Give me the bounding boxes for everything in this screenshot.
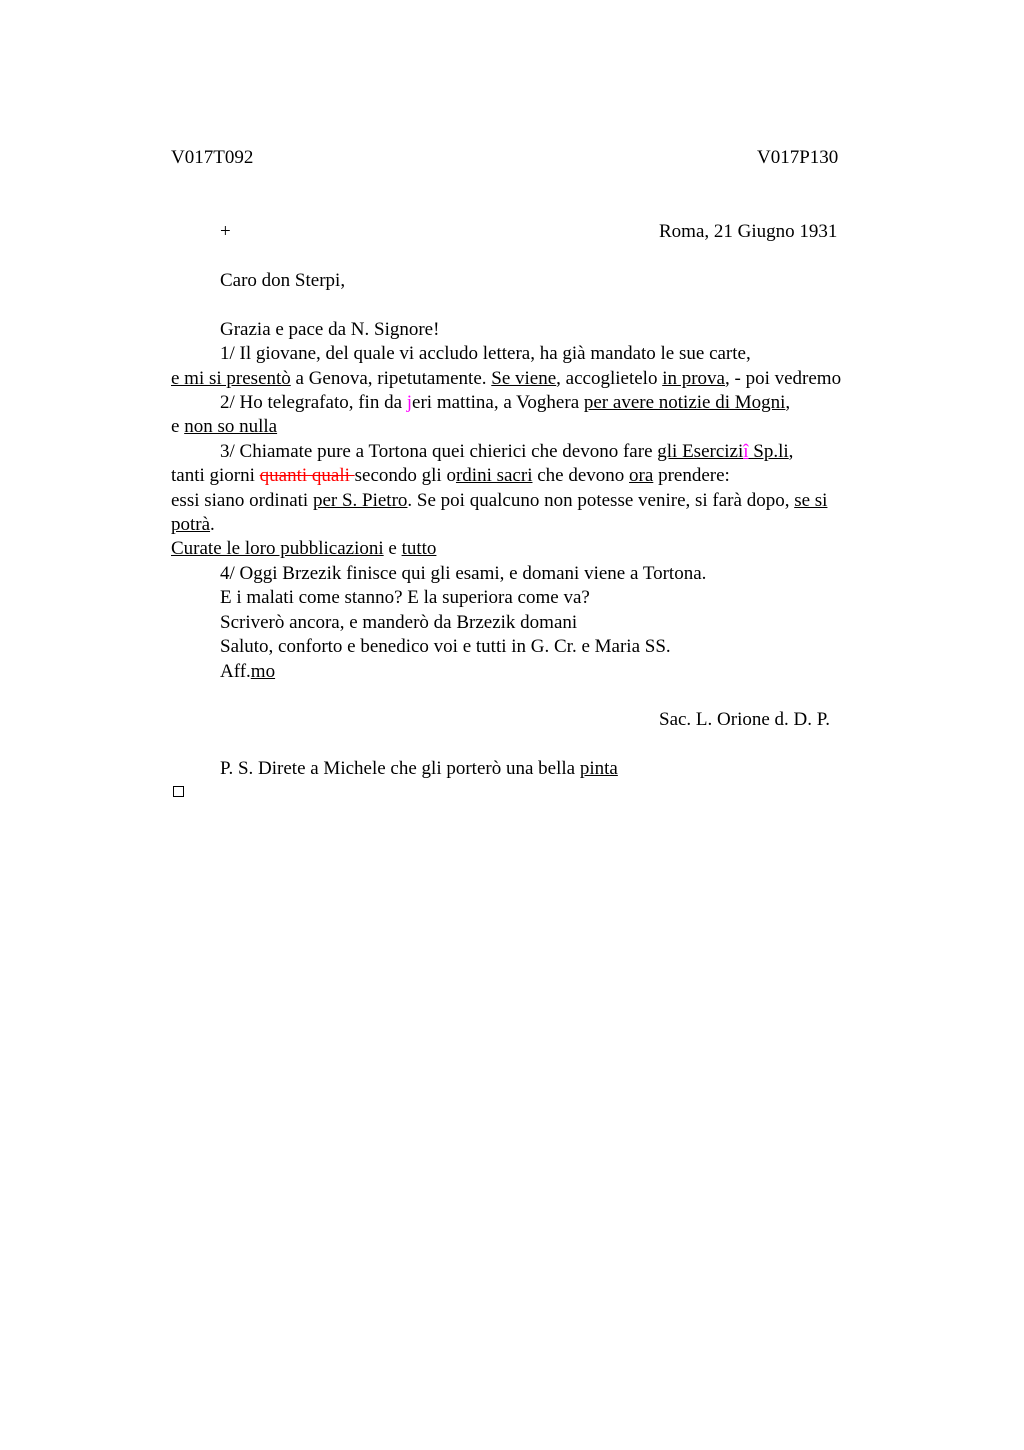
- place-date: Roma, 21 Giugno 1931: [659, 221, 838, 242]
- underlined-text: Curate le loro pubblicazioni: [171, 538, 384, 559]
- paragraph-2-line-1: [220, 391, 790, 415]
- text-segment: prendere:: [653, 465, 730, 486]
- paragraph-3-line-5: [171, 537, 436, 561]
- paragraph-4-line-3: Scriverò ancora, e manderò da Brzezik domani: [220, 612, 578, 633]
- struck-text: quanti quali: [259, 465, 355, 486]
- underlined-text: in prova: [662, 368, 725, 389]
- text-segment: eri mattina, a Voghera: [412, 392, 584, 413]
- underlined-text: per S. Pietro: [312, 490, 408, 511]
- text-segment: Aff.: [220, 661, 251, 682]
- signature: Sac. L. Orione d. D. P.: [659, 709, 830, 730]
- paragraph-2-line-2: [171, 415, 277, 439]
- underlined-text: rdini sacri: [455, 465, 533, 486]
- paragraph-3-line-2: [171, 464, 730, 488]
- postscript: [220, 757, 618, 781]
- underlined-text: Sp.li: [748, 441, 789, 462]
- text-segment: a Genova, ripetutamente.: [290, 368, 492, 389]
- underlined-text: non so nulla: [184, 416, 278, 437]
- document-code-right: V017P130: [757, 147, 839, 168]
- paragraph-4-line-2: E i malati come stanno? E la superiora come va?: [220, 587, 590, 608]
- text-segment: . Se poi qualcuno non potesse venire, si farà dopo,: [407, 490, 795, 511]
- editorial-correction: î: [743, 441, 749, 462]
- paragraph-1-line-2: [171, 367, 841, 391]
- underlined-text: ora: [629, 465, 654, 486]
- paragraph-1-line-1: 1/ Il giovane, del quale vi accludo lettera, ha già mandato le sue carte,: [220, 343, 751, 364]
- greeting: Grazia e pace da N. Signore!: [220, 319, 440, 340]
- text-segment: 2/ Ho telegrafato, fin da: [220, 392, 407, 413]
- text-segment: ,: [785, 392, 791, 413]
- underlined-text: se si: [794, 490, 828, 511]
- underlined-text: per avere notizie di Mogni: [583, 392, 786, 413]
- paragraph-3-line-3: [171, 489, 827, 513]
- underlined-text: gli Esercizi: [657, 441, 744, 462]
- closing: [220, 660, 275, 684]
- text-segment: tanti giorni: [171, 465, 260, 486]
- text-segment: .: [210, 514, 215, 535]
- paragraph-4-line-4: Saluto, conforto e benedico voi e tutti in G. Cr. e Maria SS.: [220, 636, 671, 657]
- underlined-text: potrà: [171, 514, 211, 535]
- underlined-text: mo: [250, 661, 276, 682]
- underlined-text: pinta: [579, 758, 618, 779]
- text-segment: secondo gli o: [354, 465, 456, 486]
- text-segment: che devono: [532, 465, 630, 486]
- text-segment: , accoglietelo: [556, 368, 663, 389]
- text-segment: essi siano ordinati: [171, 490, 313, 511]
- underlined-text: e mi si presentò: [171, 368, 291, 389]
- text-segment: ,: [788, 441, 794, 462]
- text-segment: 3/ Chiamate pure a Tortona quei chierici che devono fare: [220, 441, 658, 462]
- editorial-correction: j: [406, 392, 413, 413]
- text-segment: e: [171, 416, 185, 437]
- end-marker-box-icon: [173, 786, 184, 797]
- paragraph-3-line-4: [171, 513, 215, 537]
- cross-mark: +: [220, 221, 231, 242]
- text-segment: e: [383, 538, 402, 559]
- paragraph-4-line-1: 4/ Oggi Brzezik finisce qui gli esami, e domani viene a Tortona.: [220, 563, 707, 584]
- underlined-text: tutto: [401, 538, 437, 559]
- document-code-left: V017T092: [171, 147, 254, 168]
- paragraph-3-line-1: [220, 440, 793, 464]
- salutation: Caro don Sterpi,: [220, 270, 346, 291]
- text-segment: P. S. Direte a Michele che gli porterò una bella: [220, 758, 580, 779]
- text-segment: , - poi vedremo: [725, 368, 842, 389]
- underlined-text: Se viene: [491, 368, 557, 389]
